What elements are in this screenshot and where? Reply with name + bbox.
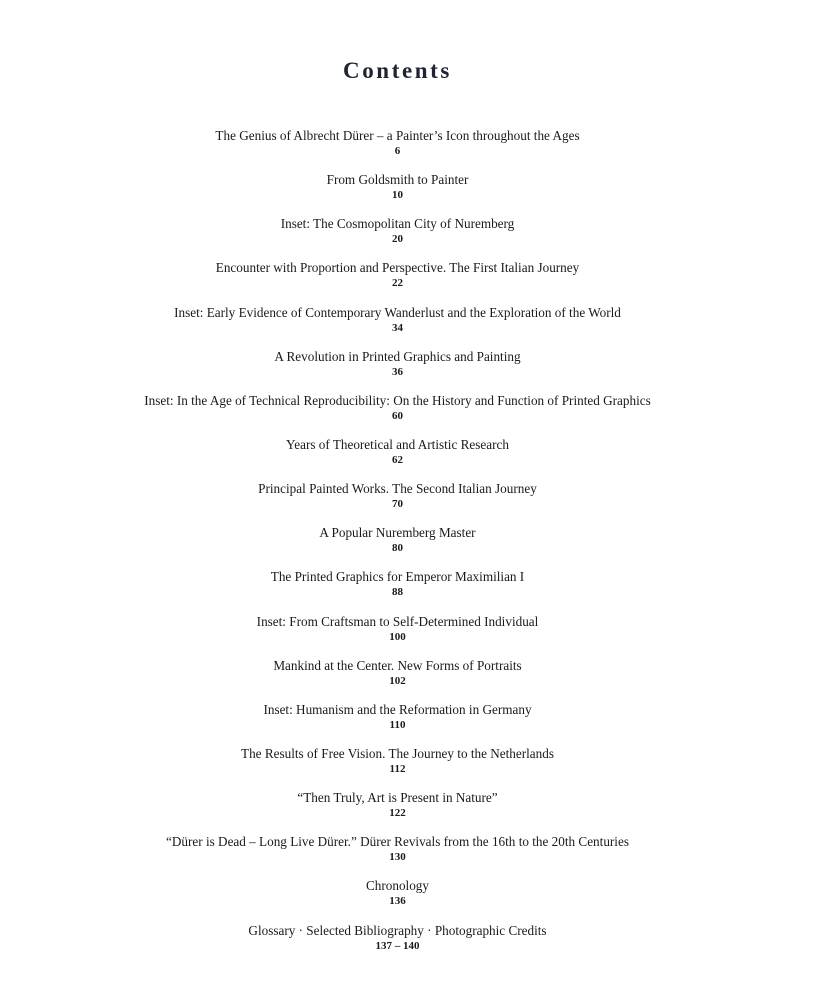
- toc-entry-page: 60: [392, 409, 403, 422]
- toc-entry: [0, 922, 795, 966]
- toc-entry-page: 20: [392, 233, 403, 246]
- toc-entry: [0, 745, 795, 789]
- toc-entry-page: 36: [392, 365, 403, 378]
- toc-entry-page: 137 – 140: [375, 939, 420, 952]
- toc-entry-page: 6: [394, 145, 401, 157]
- toc-entry-page: 22: [392, 277, 403, 290]
- toc-entry-title: The Results of Free Vision. The Journey to the Netherlands: [241, 745, 554, 761]
- toc-entry-title: Inset: From Craftsman to Self-Determined Individual: [256, 613, 539, 629]
- toc-entry-page: 100: [389, 630, 406, 643]
- toc-entry: [0, 127, 795, 171]
- toc-entry-page: 80: [392, 542, 403, 555]
- table-of-contents: [0, 127, 795, 966]
- toc-entry: [0, 480, 795, 524]
- toc-entry-title: A Popular Nuremberg Master: [319, 525, 476, 541]
- toc-entry-title: Principal Painted Works. The Second Italian Journey: [258, 481, 537, 497]
- toc-entry-title: A Revolution in Printed Graphics and Painting: [274, 348, 521, 364]
- toc-entry: [0, 171, 795, 215]
- toc-entry: [0, 877, 795, 921]
- toc-entry-title: Chronology: [365, 878, 429, 894]
- toc-entry-title: Mankind at the Center. New Forms of Portraits: [273, 657, 522, 673]
- toc-entry: [0, 215, 795, 259]
- toc-entry-title: Encounter with Proportion and Perspective. The First Italian Journey: [215, 260, 580, 276]
- page-title: Contents: [343, 58, 452, 83]
- toc-entry-page: 136: [389, 895, 406, 908]
- toc-entry-title: Glossary · Selected Bibliography · Photographic Credits: [248, 922, 547, 938]
- toc-entry: [0, 524, 795, 568]
- toc-entry-page: 130: [389, 851, 406, 864]
- toc-entry-title: The Genius of Albrecht Dürer – a Painter’s Icon throughout the Ages: [215, 128, 580, 143]
- toc-entry: [0, 701, 795, 745]
- toc-entry-title: Years of Theoretical and Artistic Research: [286, 436, 509, 452]
- toc-entry-page: 88: [392, 586, 403, 599]
- toc-entry-page: 102: [389, 674, 406, 687]
- toc-entry: [0, 392, 795, 436]
- toc-entry-title: From Goldsmith to Painter: [326, 172, 469, 188]
- toc-entry-title: Inset: In the Age of Technical Reproducibility: On the History and Function of Printed Graphics: [144, 392, 651, 408]
- toc-entry-title: Inset: Early Evidence of Contemporary Wanderlust and the Exploration of the World: [174, 304, 621, 320]
- toc-entry: [0, 259, 795, 303]
- toc-entry-page: 34: [392, 321, 403, 334]
- toc-entry: [0, 348, 795, 392]
- toc-entry: [0, 613, 795, 657]
- toc-entry: [0, 568, 795, 612]
- toc-entry: [0, 833, 795, 877]
- toc-entry-page: 112: [389, 762, 406, 775]
- toc-entry: [0, 304, 795, 348]
- toc-entry-page: 70: [392, 498, 403, 511]
- toc-entry-title: Inset: The Cosmopolitan City of Nuremberg: [280, 216, 515, 232]
- toc-entry: [0, 436, 795, 480]
- toc-entry: [0, 789, 795, 833]
- toc-entry-title: Inset: Humanism and the Reformation in Germany: [263, 701, 532, 717]
- toc-entry-page: 110: [389, 718, 406, 731]
- toc-entry-title: The Printed Graphics for Emperor Maximilian I: [270, 569, 525, 585]
- toc-entry: [0, 657, 795, 701]
- toc-entry-page: 10: [392, 189, 403, 202]
- toc-entry-page: 62: [392, 453, 403, 466]
- toc-entry-title: “Then Truly, Art is Present in Nature”: [297, 790, 498, 806]
- toc-entry-title: “Dürer is Dead – Long Live Dürer.” Dürer Revivals from the 16th to the 20th Centuries: [166, 834, 629, 850]
- toc-entry-page: 122: [389, 807, 406, 820]
